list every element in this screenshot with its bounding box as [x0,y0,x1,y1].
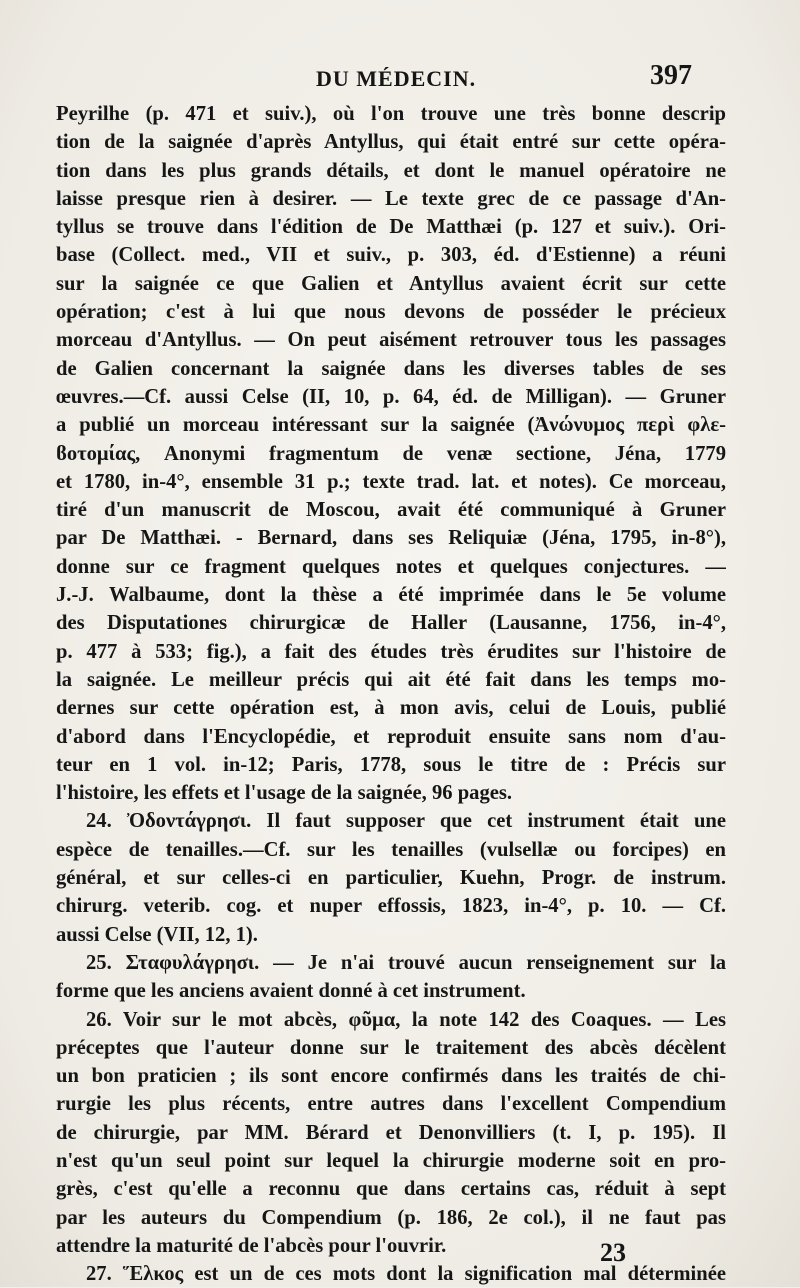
text-line: œuvres.—Cf. aussi Celse (II, 10, p. 64, éd. de Milligan). — Gruner [56,385,726,408]
text-line: de Galien concernant la saignée dans les diverses tables de ses [56,357,726,380]
text-line: J.-J. Walbaume, dont la thèse a été imprimée dans le 5e volume [56,584,726,607]
text-line: ϐοτομίας, Anonymi fragmentum de venæ sectione, Jéna, 1779 [56,442,726,465]
text-line: laisse presque rien à desirer. — Le texte grec de ce passage d'An- [56,187,726,210]
text-line: base (Collect. med., VII et suiv., p. 303, éd. d'Estienne) a réuni [56,244,726,267]
page-number: 397 [650,60,692,91]
text-line: opération; c'est à lui que nous devons de posséder le précieux [56,301,726,324]
text-line: tyllus se trouve dans l'édition de De Matthæi (p. 127 et suiv.). Ori- [56,216,726,239]
text-line: 26. Voir sur le mot abcès, φῦμα, la note 142 des Coaques. — Les [86,1008,726,1031]
text-line: attendre la maturité de l'abcès pour l'ouvrir. [56,1234,447,1257]
text-line: teur en 1 vol. in-12; Paris, 1778, sous le titre de : Précis sur [56,753,726,776]
text-line: un bon praticien ; ils sont encore confirmés dans les traités de chi- [56,1065,726,1088]
text-line: de chirurgie, par MM. Bérard et Denonvilliers (t. I, p. 195). Il [56,1121,726,1144]
text-line: 24. Ὀδοντάγρησι. Il faut supposer que cet instrument était une [86,810,726,833]
text-line: grès, c'est qu'elle a reconnu que dans certains cas, réduit à sept [56,1178,726,1201]
text-line: a publié un morceau intéressant sur la saignée (Ἀνώνυμος περὶ φλε- [56,414,726,437]
text-line: chirurg. veterib. cog. et nuper effossis, 1823, in-4°, p. 10. — Cf. [56,895,726,918]
text-line: n'est qu'un seul point sur lequel la chirurgie moderne soit en pro- [56,1149,726,1172]
text-line: forme que les anciens avaient donné à cet instrument. [56,980,526,1003]
text-line: donne sur ce fragment quelques notes et quelques conjectures. — [56,555,726,578]
text-line: général, et sur celles-ci en particulier, Kuehn, Progr. de instrum. [56,867,726,890]
text-line: d'abord dans l'Encyclopédie, et reproduit ensuite sans nom d'au- [56,725,726,748]
text-line: Peyrilhe (p. 471 et suiv.), où l'on trouve une très bonne descrip [56,103,726,125]
text-line: 27. Ἕλκος est un de ces mots dont la signification mal déterminée [86,1263,726,1286]
text-line: sur la saignée ce que Galien et Antyllus avaient écrit sur cette [56,272,726,295]
text-line: dernes sur cette opération est, à mon avis, celui de Louis, publié [56,697,726,720]
text-line: par De Matthæi. - Bernard, dans ses Reliquiæ (Jéna, 1795, in-8°), [56,527,726,550]
text-line: tiré d'un manuscrit de Moscou, avait été communiqué à Gruner [56,499,726,522]
running-head: DU MÉDECIN. [316,66,477,91]
text-line: rurgie les plus récents, entre autres dans l'excellent Compendium [56,1093,726,1116]
text-line: tion dans les plus grands détails, et dont le manuel opératoire ne [56,159,726,182]
text-line: et 1780, in-4°, ensemble 31 p.; texte trad. lat. et notes). Ce morceau, [56,470,726,493]
text-line: 25. Σταφυλάγρησι. — Je n'ai trouvé aucun renseignement sur la [86,951,726,974]
text-line: espèce de tenailles.—Cf. sur les tenailles (vulsellæ ou forcipes) en [56,838,726,861]
text-line: préceptes que l'auteur donne sur le traitement des abcès décèlent [56,1036,726,1059]
text-line: des Disputationes chirurgicæ de Haller (Lausanne, 1756, in-4°, [56,612,726,635]
signature-mark: 23 [600,1238,626,1267]
text-line: aussi Celse (VII, 12, 1). [56,923,258,946]
text-line: la saignée. Le meilleur précis qui ait été fait dans les temps mo- [56,668,726,691]
text-line: par les auteurs du Compendium (p. 186, 2e col.), il ne faut pas [56,1206,726,1229]
text-line: l'histoire, les effets et l'usage de la saignée, 96 pages. [56,782,513,805]
text-line: morceau d'Antyllus. — On peut aisément retrouver tous les passages [56,329,726,352]
text-line: tion de la saignée d'après Antyllus, qui était entré sur cette opéra- [56,131,726,154]
page-header [0,58,800,98]
text-line: p. 477 à 533; fig.), a fait des études très érudites sur l'histoire de [56,640,726,663]
body-text [56,100,726,1288]
